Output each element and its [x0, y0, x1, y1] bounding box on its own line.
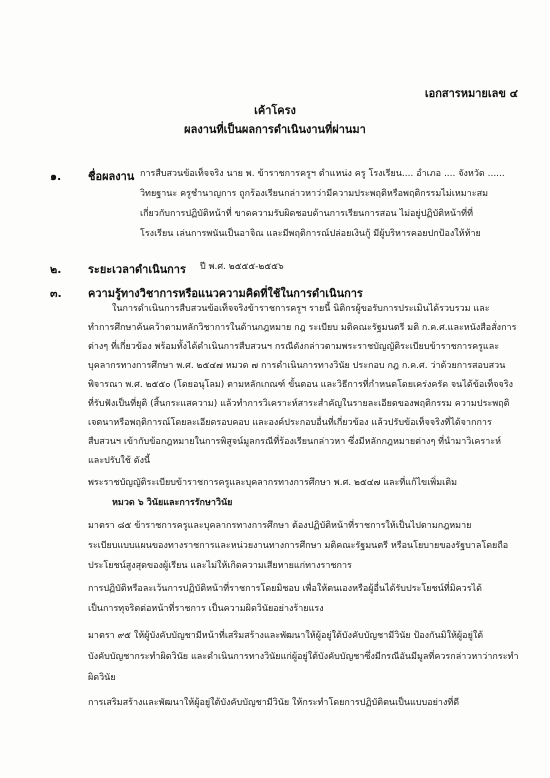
paragraph-line: และปรับใช้ ดังนี้: [88, 456, 151, 466]
paragraph-line: พิจารณา พ.ศ. ๒๕๕๐ (โดยอนุโลม) ตามหลักเกณฑ์ ขั้นตอน และวิธีการที่กำหนดโดยเคร่งครัด จนได้ข้อเท็จจริง: [88, 380, 514, 390]
section-1-line: โรงเรียน เล่นการพนันเป็นอาจิณ และมีพฤติการณ์ปล่อยเงินกู้ มีผู้บริหารคอยปกป้องให้ท้าย: [140, 229, 481, 239]
section-85-line: ประโยชน์สูงสุดของผู้เรียน และไม่ให้เกิดความเสียหายแก่ทางราชการ: [88, 561, 352, 571]
section-85-paragraph-2-line: เป็นการทุจริตต่อหน้าที่ราชการ เป็นความผิดวินัยอย่างร้ายแรง: [88, 604, 324, 614]
paragraph-line: บุคลากรทางการศึกษา พ.ศ. ๒๕๔๗ หมวด ๗ การดำเนินการทางวินัย ประกอบ กฎ ก.ค.ศ. ว่าด้วยการสอบสวน: [88, 361, 506, 371]
paragraph-line: ที่รับฟังเป็นที่ยุติ (สิ้นกระแสความ) แล้วทำการวิเคราะห์สาระสำคัญในรายละเอียดของพฤติกรรม ความประพฤติ: [88, 399, 510, 409]
law-title: พระราชบัญญัติระเบียบข้าราชการครูและบุคลากรทางการศึกษา พ.ศ. ๒๕๔๗ และที่แก้ไขเพิ่มเติม: [88, 478, 458, 488]
section-2-period: ปี พ.ศ. ๒๕๕๕-๒๕๕๖: [200, 262, 284, 272]
paragraph-line: เจตนาหรือพฤติการณ์โดยละเอียดรอบคอบ และองค์ประกอบอื่นที่เกี่ยวข้อง แล้วปรับข้อเท็จจริงที่ได้จากการ: [88, 418, 492, 428]
section-95-line: มาตรา ๙๕ ให้ผู้บังคับบัญชามีหน้าที่เสริมสร้างและพัฒนาให้ผู้อยู่ใต้บังคับบัญชามีวินัย ป้องกันมิให้ผู้อยู่ใต้: [88, 631, 484, 641]
section-2-number: ๒.: [50, 263, 62, 276]
section-1-line: การสืบสวนข้อเท็จจริง นาย พ. ข้าราชการครูฯ ตำแหน่ง ครู โรงเรียน.... อำเภอ .... จังหวัด ......: [140, 169, 505, 179]
section-1-number: ๑.: [50, 170, 62, 183]
section-3-number: ๓.: [50, 287, 62, 300]
paragraph-line: ในการดำเนินการสืบสวนข้อเท็จจริงข้าราชการครูฯ รายนี้ นิติกรผู้ขอรับการประเมินได้รวบรวม และ: [112, 304, 490, 314]
document-subtitle: ผลงานที่เป็นผลการดำเนินงานที่ผ่านมา: [184, 123, 366, 136]
section-95-line: ผิดวินัย: [88, 673, 116, 683]
closing-line: การเสริมสร้างและพัฒนาให้ผู้อยู่ใต้บังคับบัญชามีวินัย ให้กระทำโดยการปฏิบัติตนเป็นแบบอย่างที่ดี: [88, 698, 460, 708]
section-85-line: มาตรา ๘๕ ข้าราชการครูและบุคลากรทางการศึกษา ต้องปฏิบัติหน้าที่ราชการให้เป็นไปตามกฎหมาย: [88, 521, 472, 531]
section-3-label: ความรู้ทางวิชาการหรือแนวความคิดที่ใช้ในการดำเนินการ: [88, 287, 363, 300]
section-85-paragraph-2-line: การปฏิบัติหรือละเว้นการปฏิบัติหน้าที่ราชการโดยมิชอบ เพื่อให้ตนเองหรือผู้อื่นได้รับประโยชน์ที่มิควรได้: [88, 584, 482, 594]
paragraph-line: ต่างๆ ที่เกี่ยวข้อง พร้อมทั้งได้ดำเนินการสืบสวนฯ กรณีดังกล่าวตามพระราชบัญญัติระเบียบข้าราชการครูและ: [88, 342, 500, 352]
paragraph-line: สืบสวนฯ เข้ากับข้อกฎหมายในการพิสูจน์มูลกรณีที่ร้องเรียนกล่าวหา ซึ่งมีหลักกฎหมายต่างๆ ที่นำมาวิเคราะห์: [88, 437, 502, 447]
section-1-line: วิทยฐานะ ครูชำนาญการ ถูกร้องเรียนกล่าวหาว่ามีความประพฤติหรือพฤติกรรมไม่เหมาะสม: [140, 189, 489, 199]
section-1-label: ชื่อผลงาน: [88, 170, 135, 183]
section-1-line: เกี่ยวกับการปฏิบัติหน้าที่ ขาดความรับผิดชอบด้านการเรียนการสอน ไม่อยู่ปฏิบัติหน้าที่ที่: [140, 209, 474, 219]
paragraph-line: ทำการศึกษาค้นคว้าตามหลักวิชาการในด้านกฎหมาย กฎ ระเบียบ มติคณะรัฐมนตรี มติ ก.ค.ศ.และหนังสือสั่งการ: [88, 323, 517, 333]
document-title: เค้าโครง: [254, 104, 296, 117]
section-85-line: ระเบียบแบบแผนของทางราชการและหน่วยงานทางการศึกษา มติคณะรัฐมนตรี หรือนโยบายของรัฐบาลโดยถือ: [88, 541, 509, 551]
chapter-heading: หมวด ๖ วินัยและการรักษาวินัย: [112, 498, 233, 508]
section-2-label: ระยะเวลาดำเนินการ: [88, 263, 186, 276]
document-number: เอกสารหมายเลข ๔: [424, 87, 518, 100]
section-95-line: บังคับบัญชากระทำผิดวินัย และดำเนินการทางวินัยแก่ผู้อยู่ใต้บังคับบัญชาซึ่งมีกรณีอันมีมูลที่ควรกล่าวหาว่ากระทำ: [88, 652, 519, 662]
